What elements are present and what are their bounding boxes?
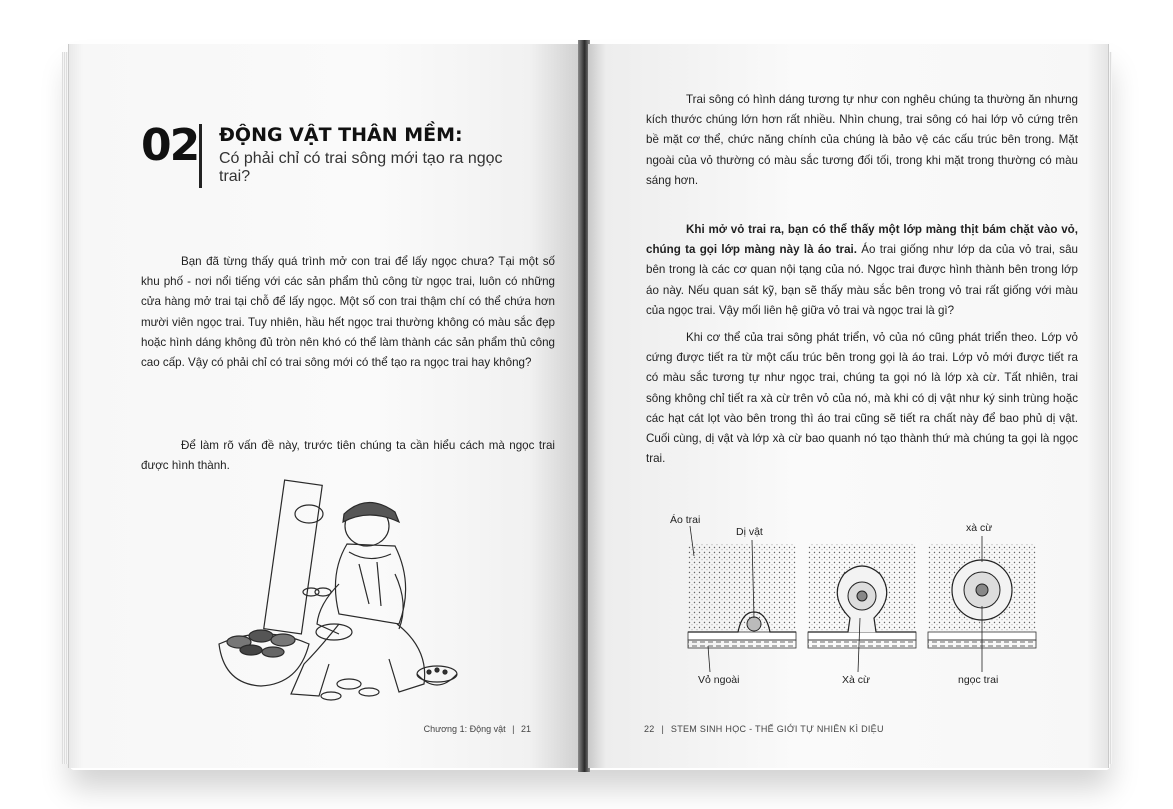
intro-paragraph-2: Để làm rõ vấn đề này, trước tiên chúng ta cần hiểu cách mà ngọc trai được hình thành. — [141, 439, 555, 473]
right-paragraph-2 — [646, 220, 1078, 321]
intro-paragraph: Bạn đã từng thấy quá trình mở con trai để lấy ngọc chưa? Tại một số khu phố - nơi nổi tiếng với các sản phẩm thủ công từ ngọc trai, luôn có những cửa hàng mở trai tại chỗ để lấy ngọc. Một số con trai thậm chí có thể chứa hơn mười viên ngọc trai. Tuy nhiên, hầu hết ngọc trai thường không có màu sắc đẹp hoặc hình dáng không đủ tròn nên khó có thể làm thành các sản phẩm thủ công cao cấp. Vậy có phải chỉ có trai sông mới có thể tạo ra ngọc trai hay không? — [141, 255, 555, 370]
chapter-divider — [199, 124, 202, 188]
pearl-opening-illustration — [199, 474, 459, 704]
footer-book-title: STEM SINH HỌC - THẾ GIỚI TỰ NHIÊN KÌ DIỆU — [670, 724, 884, 734]
right-page-footer: 22 | STEM SINH HỌC - THẾ GIỚI TỰ NHIÊN KÌ DIỆU — [644, 724, 884, 734]
left-page-number: 21 — [520, 724, 531, 734]
right-paragraph-1: Trai sông có hình dáng tương tự như con nghêu chúng ta thường ăn nhưng kích thước chúng lớn hơn rất nhiều. Nhìn chung, trai sông có hai lớp vỏ cứng trên bề mặt cơ thể, chức năng chính của chúng là bảo vệ các cấu trúc bên trong. Mặt ngoài của vỏ thường có màu sắc tương đối tối, trong khi mặt trong thường có màu sáng hơn. — [646, 93, 1078, 187]
footer-chapter-label: Chương 1: Động vật — [423, 724, 506, 734]
label-ngoc-trai: ngọc trai — [958, 674, 999, 686]
chapter-number: 02 — [141, 120, 199, 171]
label-vo-ngoai: Vỏ ngoài — [698, 674, 740, 686]
right-paragraph-3: Khi cơ thể của trai sông phát triển, vỏ của nó cũng phát triển theo. Lớp vỏ cứng được tiết ra từ một cấu trúc bên trong gọi là áo trai. Lớp vỏ mới được tiết ra có màu sắc tương tự như ngọc trai, chúng ta gọi nó là lớp xà cừ. Tất nhiên, trai sông không chỉ tiết ra xà cừ trên vỏ của nó, mà khi có dị vật như ký sinh trùng hoặc các hạt cát lọt vào bên trong thì áo trai cũng sẽ tiết ra chất này để bao phủ dị vật. Cuối cùng, dị vật và lớp xà cừ bao quanh nó tạo thành thứ mà chúng ta gọi là ngọc trai. — [646, 331, 1078, 466]
label-ao-trai: Áo trai — [670, 514, 701, 526]
right-page-number: 22 — [644, 724, 655, 734]
chapter-title: ĐỘNG VẬT THÂN MỀM: — [219, 124, 463, 146]
label-xa-cu-bottom: Xà cừ — [842, 674, 871, 686]
pearl-formation-diagram — [668, 496, 1038, 706]
label-xa-cu-top: xà cừ — [966, 522, 993, 534]
right-paragraph-2-rest: Áo trai giống như lớp da của vỏ trai, sâu bên trong là các cơ quan nội tạng của nó. Ngọc trai được hình thành bên trong lớp áo này. Nếu quan sát kỹ, bạn sẽ thấy màu sắc bên trong vỏ trai rất giống với màu của ngọc trai. Vậy mối liên hệ giữa vỏ trai và ngọc trai là gì? — [646, 243, 1078, 317]
right-paragraph-2-bold: Khi mở vỏ trai ra, bạn có thể thấy một lớp màng thịt bám chặt vào vỏ, chúng ta gọi lớp màng này là áo trai. — [646, 223, 1078, 257]
label-di-vat: Dị vật — [736, 526, 763, 538]
right-page — [588, 44, 1109, 768]
chapter-subtitle: Có phải chỉ có trai sông mới tạo ra ngọc trai? — [219, 150, 503, 185]
left-page — [68, 44, 581, 768]
left-page-footer: Chương 1: Động vật | 21 — [423, 724, 531, 734]
